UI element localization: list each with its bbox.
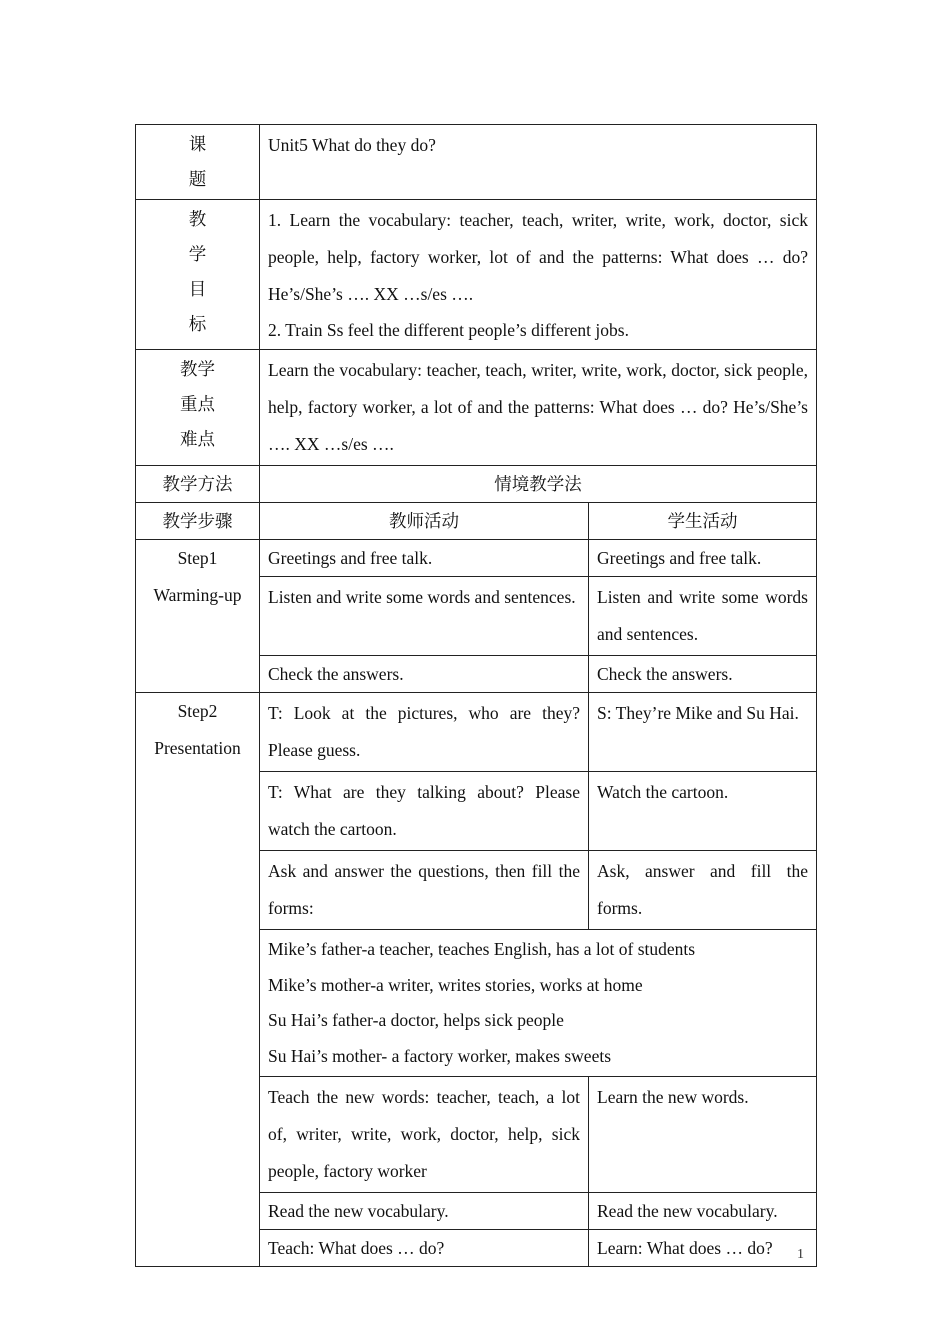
- teacher-activity: Greetings and free talk.: [260, 540, 589, 577]
- goal-item-2: 2. Train Ss feel the different people’s different jobs.: [268, 320, 629, 340]
- goals-label-char: 学: [188, 244, 207, 264]
- teacher-activity-header: 教师活动: [260, 503, 589, 540]
- goals-value: [260, 200, 817, 350]
- step1-title: Warming-up: [153, 585, 242, 605]
- teacher-activity: T: Look at the pictures, who are they? Please guess.: [260, 693, 589, 772]
- keypoints-label-line: 教学: [180, 359, 215, 379]
- table-row: [136, 540, 817, 577]
- step2-title: Presentation: [154, 738, 241, 758]
- form-line: Mike’s mother-a writer, writes stories, works at home: [268, 974, 643, 995]
- goals-label: [136, 200, 260, 350]
- goals-row: [136, 200, 817, 350]
- method-value: 情境教学法: [260, 466, 817, 503]
- topic-label: [136, 125, 260, 200]
- goal-item-1: 1. Learn the vocabulary: teacher, teach, writer, write, work, doctor, sick people, help, factory worker, lot of and the patterns: What does … do? He’s/She’s …. XX …s/es ….: [268, 210, 808, 304]
- step1-name: Step1: [177, 548, 218, 568]
- method-row: [136, 466, 817, 503]
- student-activity: Ask, answer and fill the forms.: [589, 851, 817, 930]
- student-activity: Learn the new words.: [589, 1077, 817, 1193]
- goals-label-char: 标: [188, 314, 207, 334]
- student-activity: Watch the cartoon.: [589, 772, 817, 851]
- page-number: 1: [797, 1247, 804, 1262]
- topic-label-char: 题: [188, 169, 207, 189]
- student-activity: Learn: What does … do?: [589, 1230, 817, 1267]
- student-activity: Read the new vocabulary.: [589, 1193, 817, 1230]
- student-activity-header: 学生活动: [589, 503, 817, 540]
- keypoints-label: [136, 350, 260, 466]
- form-line: Mike’s father-a teacher, teaches English, has a lot of students: [268, 939, 696, 959]
- teacher-activity: Teach the new words: teacher, teach, a lot of, writer, write, work, doctor, help, sick people, factory worker: [260, 1077, 589, 1193]
- teacher-activity: Ask and answer the questions, then fill the forms:: [260, 851, 589, 930]
- forms-content: [260, 930, 817, 1077]
- form-line: Su Hai’s mother- a factory worker, makes sweets: [268, 1045, 612, 1066]
- keypoints-label-line: 重点: [180, 394, 215, 414]
- keypoints-row: [136, 350, 817, 466]
- step2-label: [136, 693, 260, 1267]
- student-activity: Listen and write some words and sentences.: [589, 577, 817, 656]
- lesson-plan-table: [135, 124, 817, 1267]
- teacher-activity: Read the new vocabulary.: [260, 1193, 589, 1230]
- keypoints-value: Learn the vocabulary: teacher, teach, writer, write, work, doctor, sick people, help, factory worker, a lot of and the patterns: What does … do? He’s/She’s …. XX …s/es ….: [260, 350, 817, 466]
- topic-row: [136, 125, 817, 200]
- teacher-activity: Teach: What does … do?: [260, 1230, 589, 1267]
- form-line: Su Hai’s father-a doctor, helps sick people: [268, 1010, 564, 1030]
- table-row: [136, 693, 817, 772]
- steps-header-label: 教学步骤: [136, 503, 260, 540]
- teacher-activity: Check the answers.: [260, 656, 589, 693]
- goals-label-char: 目: [188, 279, 207, 299]
- keypoints-label-line: 难点: [180, 429, 215, 449]
- student-activity: Check the answers.: [589, 656, 817, 693]
- method-label: 教学方法: [136, 466, 260, 503]
- student-activity: S: They’re Mike and Su Hai.: [589, 693, 817, 772]
- step2-name: Step2: [177, 701, 218, 721]
- student-activity: Greetings and free talk.: [589, 540, 817, 577]
- steps-header-row: [136, 503, 817, 540]
- step1-label: [136, 540, 260, 693]
- teacher-activity: T: What are they talking about? Please watch the cartoon.: [260, 772, 589, 851]
- goals-label-char: 教: [188, 209, 207, 229]
- topic-value: Unit5 What do they do?: [260, 125, 817, 200]
- teacher-activity: Listen and write some words and sentences.: [260, 577, 589, 656]
- topic-label-char: 课: [188, 134, 207, 154]
